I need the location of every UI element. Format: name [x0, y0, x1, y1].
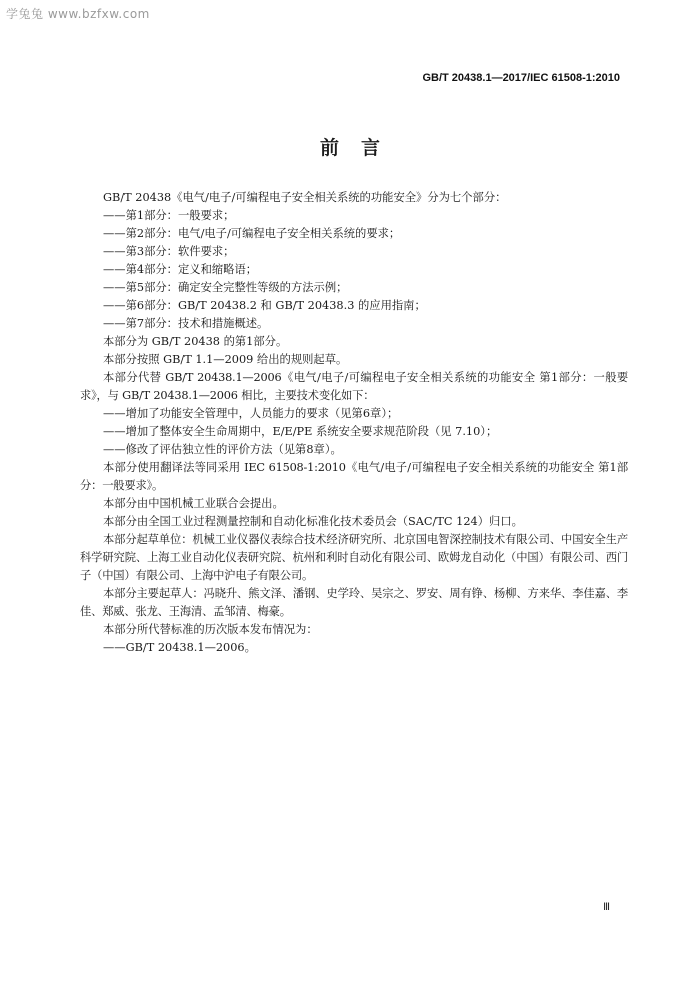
paragraph-history: 本部分所代替标准的历次版本发布情况为：	[103, 623, 318, 636]
list-item-part-4: ——第4部分：定义和缩略语；	[103, 263, 258, 276]
list-item-change-3: ——修改了评估独立性的评价方法（见第8章）。	[103, 443, 342, 456]
paragraph-replaces: 本部分代替 GB/T 20438.1—2006《电气/电子/可编程电子安全相关系统的功能安全 第1部分：一般要求》，与 GB/T 20438.1—2006 相比，主要技术变化如下：	[80, 371, 628, 402]
list-item-change-1: ——增加了功能安全管理中，人员能力的要求（见第6章）；	[103, 407, 399, 420]
list-item-part-2: ——第2部分：电气/电子/可编程电子安全相关系统的要求；	[103, 227, 401, 240]
page-title: 前言	[319, 137, 402, 159]
paragraph-drafters: 本部分主要起草人：冯晓升、熊文泽、潘钢、史学玲、吴宗之、罗安、周有铮、杨柳、方来华、李佳嘉、李佳、郑威、张龙、王海清、孟邹清、梅豪。	[80, 587, 628, 618]
paragraph-proposer: 本部分由中国机械工业联合会提出。	[103, 497, 284, 510]
paragraph-drafting-units: 本部分起草单位：机械工业仪器仪表综合技术经济研究所、北京国电智深控制技术有限公司、中国安全生产科学研究院、上海工业自动化仪表研究院、杭州和利时自动化有限公司、欧姆龙自动化（中国）有限公司、西门子（中国）有限公司、上海中沪电子有限公司。	[80, 533, 628, 582]
list-item-change-2: ——增加了整体安全生命周期中，E/E/PE 系统安全要求规范阶段（见 7.10）；	[103, 425, 498, 438]
list-item-part-7: ——第7部分：技术和措施概述。	[103, 317, 269, 330]
list-item-part-6: ——第6部分：GB/T 20438.2 和 GB/T 20438.3 的应用指南；	[103, 299, 426, 312]
list-item-part-1: ——第1部分：一般要求；	[103, 209, 235, 222]
standard-number: GB/T 20438.1—2017/IEC 61508-1:2010	[422, 72, 620, 84]
paragraph-part-statement: 本部分为 GB/T 20438 的第1部分。	[103, 335, 288, 348]
list-item-part-5: ——第5部分：确定安全完整性等级的方法示例；	[103, 281, 348, 294]
watermark-text: 学兔兔 www.bzfxw.com	[6, 7, 150, 21]
paragraph-adoption: 本部分使用翻译法等同采用 IEC 61508-1:2010《电气/电子/可编程电子安全相关系统的功能安全 第1部分：一般要求》。	[80, 461, 628, 492]
paragraph-intro: GB/T 20438《电气/电子/可编程电子安全相关系统的功能安全》分为七个部分：	[103, 191, 507, 204]
foreword-body	[80, 189, 628, 657]
paragraph-drafting-rules: 本部分按照 GB/T 1.1—2009 给出的规则起草。	[103, 353, 348, 366]
list-item-history: ——GB/T 20438.1—2006。	[103, 641, 256, 654]
list-item-part-3: ——第3部分：软件要求；	[103, 245, 235, 258]
paragraph-committee: 本部分由全国工业过程测量控制和自动化标准化技术委员会（SAC/TC 124）归口。	[103, 515, 523, 528]
page-number: Ⅲ	[603, 902, 610, 913]
